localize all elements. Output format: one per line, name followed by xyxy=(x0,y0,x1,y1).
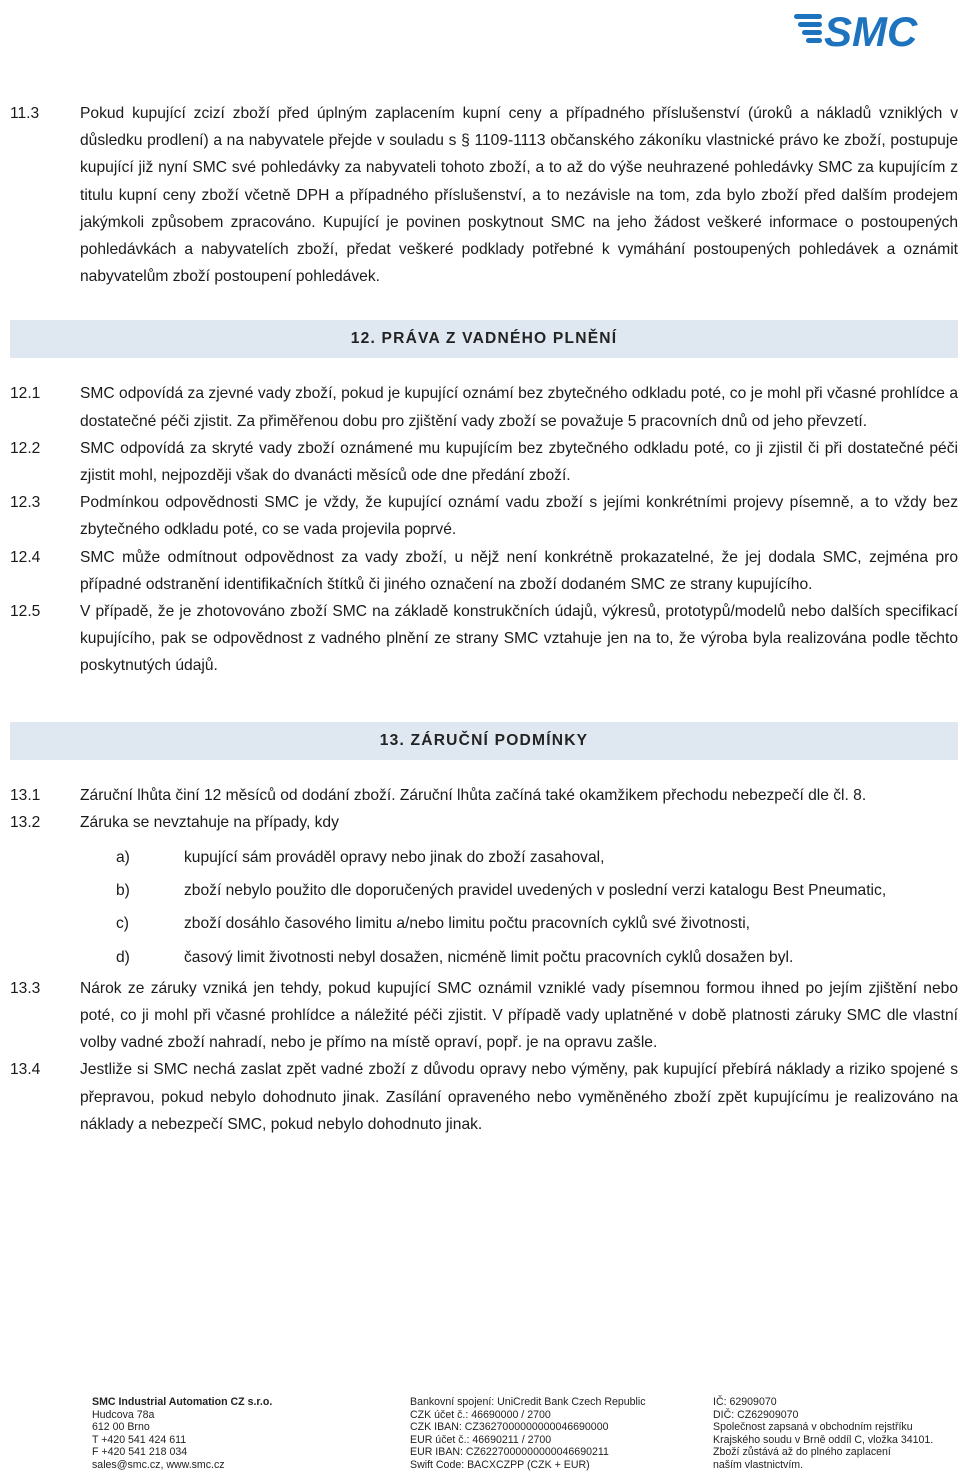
list-item-text: zboží nebylo použito dle doporučených pravidel uvedených v poslední verzi katalogu Best Pneumatic, xyxy=(184,882,887,900)
page-footer xyxy=(0,1396,960,1472)
clause-text: SMC odpovídá za zjevné vady zboží, pokud je kupující oznámí bez zbytečného odkladu poté, co je mohl při včasné prohlídce a dostatečné péči zjistit. Za přiměřenou dobu pro zjištění vady zboží se považuje 5 pracovních dnů od jeho převzetí. xyxy=(80,385,958,430)
clause-number: 12.1 xyxy=(10,385,41,403)
logo-stripe xyxy=(798,22,822,27)
clause-text: Jestliže si SMC nechá zaslat zpět vadné zboží z důvodu opravy nebo výměny, pak kupující přebírá náklady a riziko spojené s přepravou, pokud nebylo dohodnuto jinak. Zasílání opraveného nebo vyměněného zboží zpět kupujícímu je realizováno na náklady a nebezpečí SMC, pokud nebylo dohodnuto jinak. xyxy=(80,1061,958,1133)
clause-13-1 xyxy=(10,782,958,809)
bank-line: EUR IBAN: CZ6227000000000046690211 xyxy=(410,1446,609,1459)
footer-company xyxy=(92,1396,272,1472)
clause-text: Záruční lhůta činí 12 měsíců od dodání zboží. Záruční lhůta začíná také okamžikem přechodu nebezpečí dle čl. 8. xyxy=(80,786,867,804)
clause-text: SMC může odmítnout odpovědnost za vady zboží, u nějž není konkrétně prokazatelné, že jej dodala SMC, zejména pro případné odstranění identifikačních štítků či jiného označení na zboží dodaném SMC ze strany kupujícího. xyxy=(80,548,958,593)
logo-stripe xyxy=(806,38,822,43)
clause-number: 13.1 xyxy=(10,786,41,804)
footer-legal xyxy=(713,1396,933,1472)
clause-text: Pokud kupující zcizí zboží před úplným zaplacením kupní ceny a případného příslušenství (úroků a nákladů vzniklých v důsledku prodlení) a na nabyvatele přejde v souladu s § 1109-1113 občanského zákoníku vlastnické právo ke zboží, postupuje kupující již nyní SMC své pohledávky za nabyvateli tohoto zboží, a to až do výše neuhrazené pohledávky SMC za kupujícím z titulu kupní ceny zboží včetně DPH a případného příslušenství, a to nezávisle na tom, zda bylo zboží před dalším prodejem jakýmkoli způsobem zpracováno. Kupující je povinen poskytnout SMC na jeho žádost veškeré informace o postoupených pohledávkách a nabyvatelích zboží, předat veškeré podklady potřebné k vymáhání postoupených pohledávek a oznámit nabyvatelům zboží postoupení pohledávek. xyxy=(80,105,958,286)
clause-text: Podmínkou odpovědnosti SMC je vždy, že kupující oznámí vadu zboží s jejími konkrétními projevy písemně, a to vždy bez zbytečného odkladu poté, co se vada projevila poprvé. xyxy=(80,494,958,539)
bank-line: Bankovní spojení: UniCredit Bank Czech Republic xyxy=(410,1396,646,1408)
clause-12-1 xyxy=(10,380,958,434)
list-item xyxy=(116,910,958,937)
clause-number: 12.5 xyxy=(10,603,41,621)
legal-line: Společnost zapsaná v obchodním rejstříku xyxy=(713,1421,913,1434)
company-street: Hudcova 78a xyxy=(92,1408,155,1421)
logo-text: SMC xyxy=(824,8,918,52)
clause-number: 13.2 xyxy=(10,813,41,831)
list-item-text: časový limit životnosti nebyl dosažen, nicméně limit počtu pracovních cyklů dosažen byl. xyxy=(184,948,794,966)
list-item-label: c) xyxy=(116,915,129,933)
clause-text: Nárok ze záruky vzniká jen tehdy, pokud kupující SMC oznámil vzniklé vady písemnou formou ihned po jejím zjištění nebo poté, co ji mohl při včasné prohlídce a náležité péči zjistit. V případě vady uplatněné v době platnosti záruky SMC dle vlastní volby vadné zboží nahradí, nebo je přímo na místě opraví, popř. je na opravu zašle. xyxy=(80,979,958,1052)
clause-text: Záruka se nevztahuje na případy, kdy xyxy=(80,813,339,831)
bank-line: Swift Code: BACXCZPP (CZK + EUR) xyxy=(410,1458,590,1471)
clause-number: 11.3 xyxy=(10,105,40,122)
company-web: sales@smc.cz, www.smc.cz xyxy=(92,1458,225,1471)
legal-line: DIČ: CZ62909070 xyxy=(713,1408,799,1421)
company-phone: T +420 541 424 611 xyxy=(92,1433,187,1446)
clause-13-4 xyxy=(10,1056,958,1138)
list-item-text: kupující sám prováděl opravy nebo jinak do zboží zasahoval, xyxy=(184,849,605,867)
clause-13-3 xyxy=(10,975,958,1057)
clause-number: 13.3 xyxy=(10,979,41,997)
footer-bank xyxy=(410,1396,646,1472)
company-name: SMC Industrial Automation CZ s.r.o. xyxy=(92,1396,273,1408)
clause-text: SMC odpovídá za skryté vady zboží oznámené mu kupujícím bez zbytečného odkladu poté, co ji zjistil či při dostatečné péči zjistit mohl, nejpozději však do dvanácti měsíců ode dne předání zboží. xyxy=(80,439,958,485)
smc-logo xyxy=(794,6,954,52)
logo-stripe xyxy=(794,14,822,19)
list-item xyxy=(116,944,958,971)
legal-line: IČ: 62909070 xyxy=(713,1396,777,1408)
bank-line: CZK IBAN: CZ3627000000000046690000 xyxy=(410,1421,609,1434)
section-heading-13: 13. ZÁRUČNÍ PODMÍNKY xyxy=(10,722,958,760)
list-item xyxy=(116,844,958,871)
clause-number: 13.4 xyxy=(10,1061,41,1079)
company-city: 612 00 Brno xyxy=(92,1421,150,1434)
list-item-label: d) xyxy=(116,948,130,966)
smc-logo-graphic xyxy=(794,6,954,52)
bank-line: CZK účet č.: 46690000 / 2700 xyxy=(410,1408,551,1421)
clause-11-3 xyxy=(10,100,958,290)
section-heading-12: 12. PRÁVA Z VADNÉHO PLNĚNÍ xyxy=(10,320,958,358)
document-body xyxy=(10,100,958,1138)
legal-line: Krajského soudu v Brně oddíl C, vložka 34101. xyxy=(713,1433,934,1446)
legal-line: Zboží zůstává až do plného zaplacení xyxy=(713,1446,891,1459)
bank-line: EUR účet č.: 46690211 / 2700 xyxy=(410,1433,552,1446)
list-item xyxy=(116,877,958,904)
clause-12-4 xyxy=(10,544,958,598)
clause-text: V případě, že je zhotovováno zboží SMC na základě konstrukčních údajů, výkresů, prototypů/modelů nebo dalších specifikací kupujícího, pak se odpovědnost z vadného plnění ze strany SMC vztahuje jen na to, že výroba byla realizována podle těchto poskytnutých údajů. xyxy=(80,603,958,675)
clause-12-2 xyxy=(10,435,958,489)
clause-number: 12.3 xyxy=(10,494,41,512)
list-item-label: b) xyxy=(116,882,130,900)
clause-12-5 xyxy=(10,598,958,680)
company-fax: F +420 541 218 034 xyxy=(92,1446,188,1459)
exclusion-list xyxy=(10,836,958,975)
list-item-text: zboží dosáhlo časového limitu a/nebo limitu počtu pracovních cyklů své životnosti, xyxy=(184,915,750,933)
clause-12-3 xyxy=(10,489,958,543)
legal-line: naším vlastnictvím. xyxy=(713,1458,804,1471)
clause-number: 12.2 xyxy=(10,439,41,457)
list-item-label: a) xyxy=(116,849,130,867)
clause-13-2 xyxy=(10,809,958,836)
logo-stripe xyxy=(802,30,822,35)
clause-number: 12.4 xyxy=(10,548,41,566)
